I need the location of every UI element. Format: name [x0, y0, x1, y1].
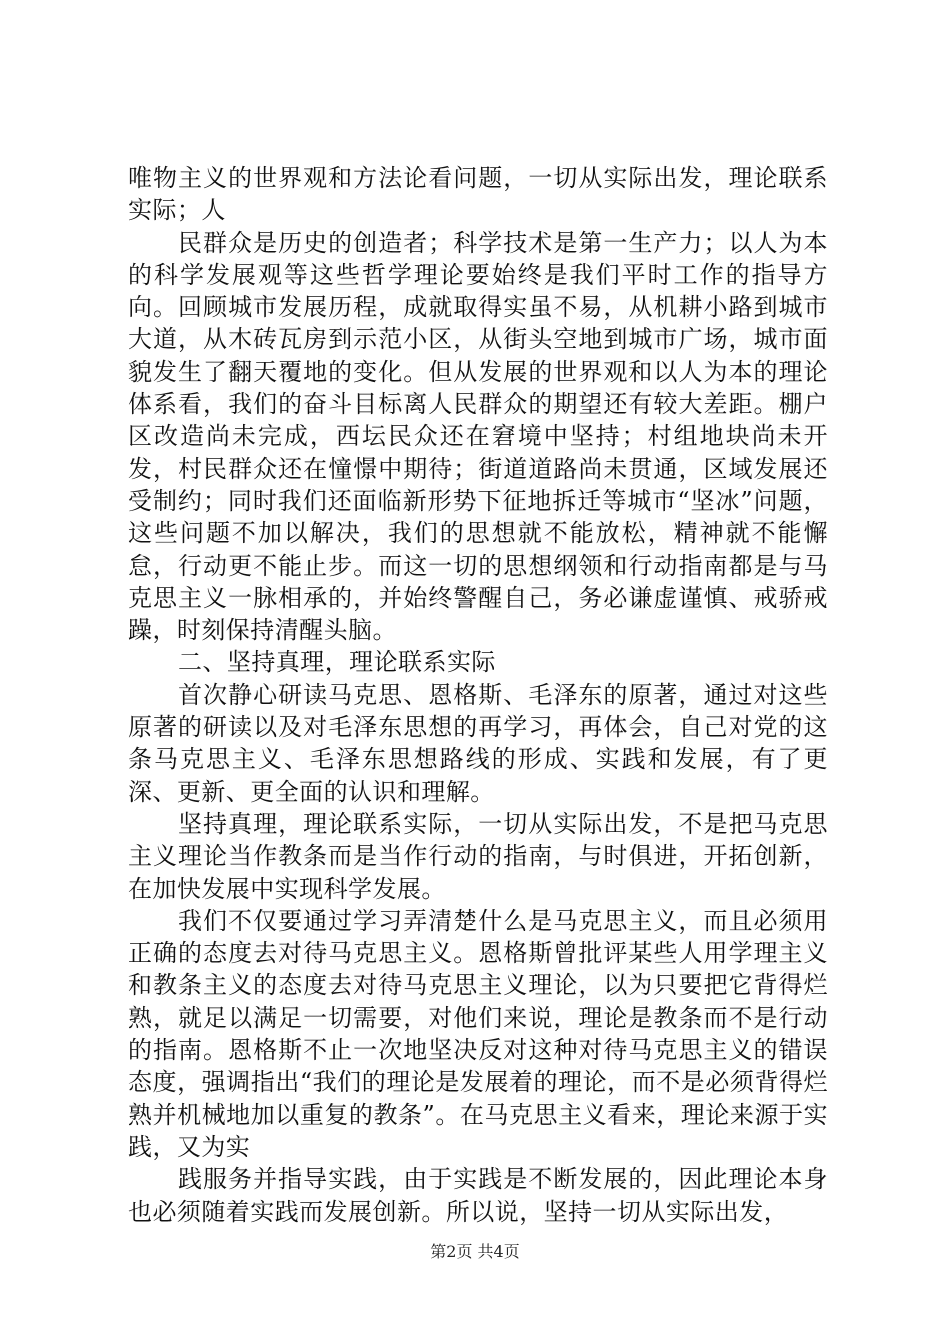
paragraph-3: 首次静心研读马克思、恩格斯、毛泽东的原著，通过对这些原著的研读以及对毛泽东思想的再学习，再体会，自己对党的这条马克思主义、毛泽东思想路线的形成、实践和发展，有了更深、更新、更全面的认识和理解。: [128, 680, 828, 806]
page-footer: 第2页 共4页: [430, 1242, 520, 1261]
paragraph-5: 我们不仅要通过学习弄清楚什么是马克思主义，而且必须用正确的态度去对待马克思主义。恩格斯曾批评某些人用学理主义和教条主义的态度去对待马克思主义理论，以为只要把它背得烂熟，就足以满足一切需要，对他们来说，理论是教条而不是行动的指南。恩格斯不止一次地坚决反对这种对待马克思主义的错误态度，强调指出“我们的理论是发展着的理论，而不是必须背得烂熟并机械地加以重复的教条”。在马克思主义看来，理论来源于实践，又为实: [128, 906, 828, 1161]
paragraph-6: 践服务并指导实践，由于实践是不断发展的，因此理论本身也必须随着实践而发展创新。所以说，坚持一切从实际出发，: [128, 1165, 828, 1226]
document-body: [128, 162, 828, 1228]
section-heading: 二、坚持真理，理论联系实际: [178, 648, 496, 677]
paragraph-4: 坚持真理，理论联系实际，一切从实际出发，不是把马克思主义理论当作教条而是当作行动的指南，与时俱进，开拓创新，在加快发展中实现科学发展。: [128, 809, 828, 903]
paragraph-1: 唯物主义的世界观和方法论看问题，一切从实际出发，理论联系实际；人: [128, 164, 828, 225]
paragraph-2: 民群众是历史的创造者；科学技术是第一生产力；以人为本的科学发展观等这些哲学理论要始终是我们平时工作的指导方向。回顾城市发展历程，成就取得实虽不易，从机耕小路到城市大道，从木砖瓦房到示范小区，从街头空地到城市广场，城市面貌发生了翻天覆地的变化。但从发展的世界观和以人为本的理论体系看，我们的奋斗目标离人民群众的期望还有较大差距。棚户区改造尚未完成，西坛民众还在窘境中坚持；村组地块尚未开发，村民群众还在憧憬中期待；街道道路尚未贯通，区域发展还受制约；同时我们还面临新形势下征地拆迁等城市“坚冰”问题，这些问题不加以解决，我们的思想就不能放松，精神就不能懈怠，行动更不能止步。而这一切的思想纲领和行动指南都是与马克思主义一脉相承的，并始终警醒自己，务必谦虚谨慎、戒骄戒躁，时刻保持清醒头脑。: [128, 228, 828, 645]
